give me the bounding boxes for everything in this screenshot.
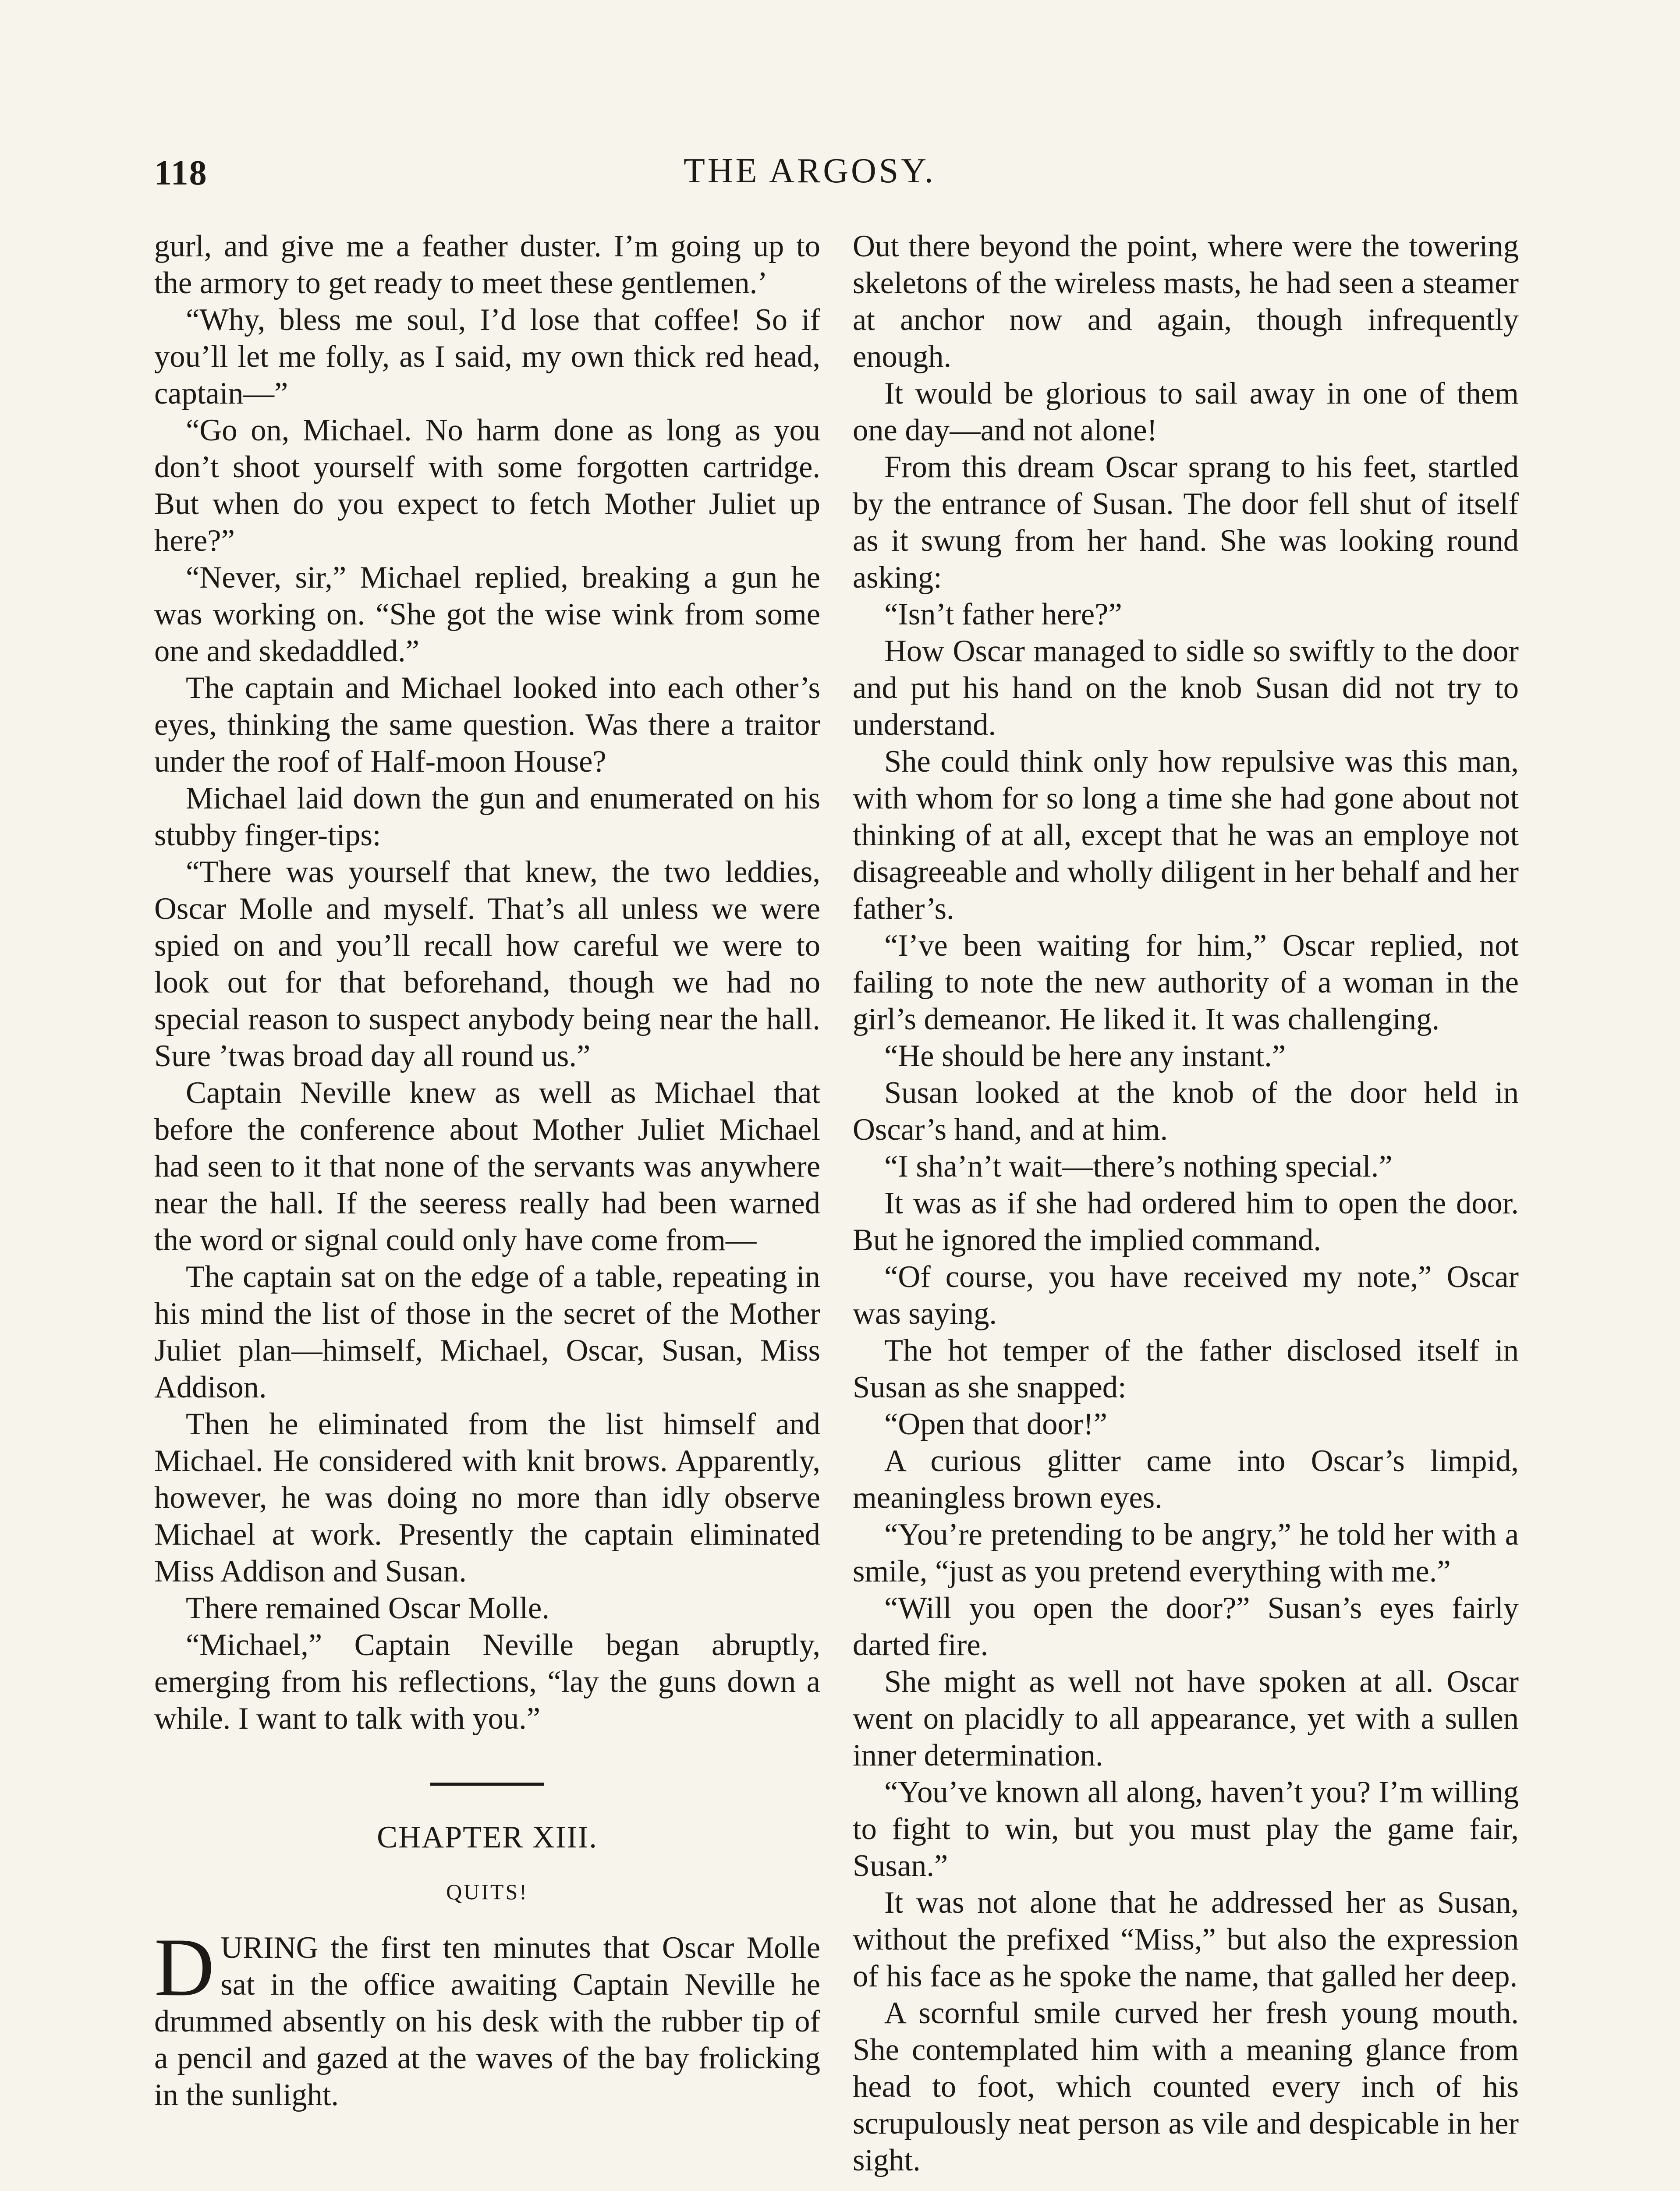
paragraph: The captain and Michael looked into each other’s eyes, thinking the same question. Was there a traitor under the roof of Half-moon House? [154, 671, 820, 779]
paragraph: “Open that door!” [884, 1407, 1107, 1441]
paragraph: “Michael,” Captain Neville began abruptly, emerging from his reflections, “lay the guns down a while. I want to talk with you.” [154, 1628, 820, 1736]
running-head: THE ARGOSY. [684, 152, 936, 190]
section-divider [430, 1783, 544, 1786]
paragraph: The captain sat on the edge of a table, repeating in his mind the list of those in the secret of the Mother Juliet plan—himself, Michael, Oscar, Susan, Miss Addison. [154, 1260, 820, 1404]
paragraph: “There was yourself that knew, the two leddies, Oscar Molle and myself. That’s all unless we were spied on and you’ll recall how careful we were to look out for that beforehand, though we had no special reason to suspect anybody being near the hall. Sure ’twas broad day all round us.” [154, 855, 820, 1073]
paragraph: How Oscar managed to sidle so swiftly to the door and put his hand on the knob Susan did not try to understand. [853, 634, 1519, 742]
paragraph: “You’ve known all along, haven’t you? I’m willing to fight to win, but you must play the game fair, Susan.” [853, 1775, 1519, 1883]
paragraph: “Go on, Michael. No harm done as long as you don’t shoot yourself with some forgotten cartridge. But when do you expect to fetch Mother Juliet up here?” [154, 413, 820, 558]
paragraph: Susan looked at the knob of the door held in Oscar’s hand, and at him. [853, 1076, 1519, 1147]
paragraph: “Will you open the door?” Susan’s eyes fairly darted fire. [853, 1591, 1519, 1662]
paragraph: It was not alone that he addressed her as Susan, without the prefixed “Miss,” but also the expression of his face as he spoke the name, that galled her deep. [853, 1886, 1519, 1993]
paragraph: “Isn’t father here?” [884, 597, 1122, 631]
paragraph: She might as well not have spoken at all. Oscar went on placidly to all appearance, yet with a sullen inner determination. [853, 1665, 1519, 1773]
paragraph: “Never, sir,” Michael replied, breaking a gun he was working on. “She got the wise wink from some one and skedaddled.” [154, 560, 820, 668]
paragraph: From this dream Oscar sprang to his feet, startled by the entrance of Susan. The door fell shut of itself as it swung from her hand. She was looking round asking: [853, 450, 1519, 595]
paragraph-text: URING the first ten minutes that Oscar Molle sat in the office awaiting Captain Neville he drummed absently on his desk with the rubber tip of a pencil and gazed at the waves of the bay frolicking in the sunlight. [154, 1931, 820, 2112]
paragraph: The hot temper of the father disclosed itself in Susan as she snapped: [853, 1333, 1519, 1404]
paragraph: There remained Oscar Molle. [186, 1591, 549, 1625]
paragraph: Out there beyond the point, where were the towering skeletons of the wireless masts, he had seen a steamer at anchor now and again, though infrequently enough. [853, 229, 1519, 374]
paragraph: “He should be here any instant.” [884, 1039, 1286, 1073]
paragraph: “Of course, you have received my note,” Oscar was saying. [853, 1260, 1519, 1331]
paragraph: “Why, bless me soul, I’d lose that coffee! So if you’ll let me folly, as I said, my own thick red head, captain—” [154, 303, 820, 411]
chapter-title: CHAPTER XIII. [377, 1820, 598, 1854]
paragraph: It was as if she had ordered him to open the door. But he ignored the implied command. [853, 1186, 1519, 1257]
paragraph: A curious glitter came into Oscar’s limpid, meaningless brown eyes. [853, 1444, 1519, 1515]
paragraph: Captain Neville knew as well as Michael that before the conference about Mother Juliet Michael had seen to it that none of the servants was anywhere near the hall. If the seeress really had been warned the word or signal could only have come from— [154, 1076, 820, 1257]
paragraph: Then he eliminated from the list himself and Michael. He considered with knit brows. Apparently, however, he was doing no more than idly observe Michael at work. Presently the captain eliminated Miss Addison and Susan. [154, 1407, 820, 1588]
chapter-opening-paragraph [154, 1922, 820, 2113]
chapter-subtitle: QUITS! [446, 1879, 528, 1904]
drop-cap: D [154, 1922, 215, 2014]
paragraph: It would be glorious to sail away in one of them one day—and not alone! [853, 376, 1519, 447]
paragraph: Michael laid down the gun and enumerated on his stubby finger-tips: [154, 781, 820, 852]
paragraph: “I sha’n’t wait—there’s nothing special.” [884, 1149, 1393, 1184]
paragraph: “You’re pretending to be angry,” he told her with a smile, “just as you pretend everything with me.” [853, 1517, 1519, 1588]
paragraph: A scornful smile curved her fresh young mouth. She contemplated him with a meaning glance from head to foot, which counted every inch of his scrupulously neat person as vile and despicable in her sight. [853, 1996, 1519, 2177]
left-column [154, 228, 820, 2113]
page-number: 118 [154, 154, 208, 192]
right-column [853, 228, 1519, 2179]
paragraph: She could think only how repulsive was this man, with whom for so long a time she had gone about not thinking of at all, except that he was an employe not disagreeable and wholly diligent in her behalf and her father’s. [853, 745, 1519, 926]
paragraph: “I’ve been waiting for him,” Oscar replied, not failing to note the new authority of a woman in the girl’s demeanor. He liked it. It was challenging. [853, 929, 1519, 1036]
paragraph: gurl, and give me a feather duster. I’m going up to the armory to get ready to meet these gentlemen.’ [154, 229, 820, 300]
